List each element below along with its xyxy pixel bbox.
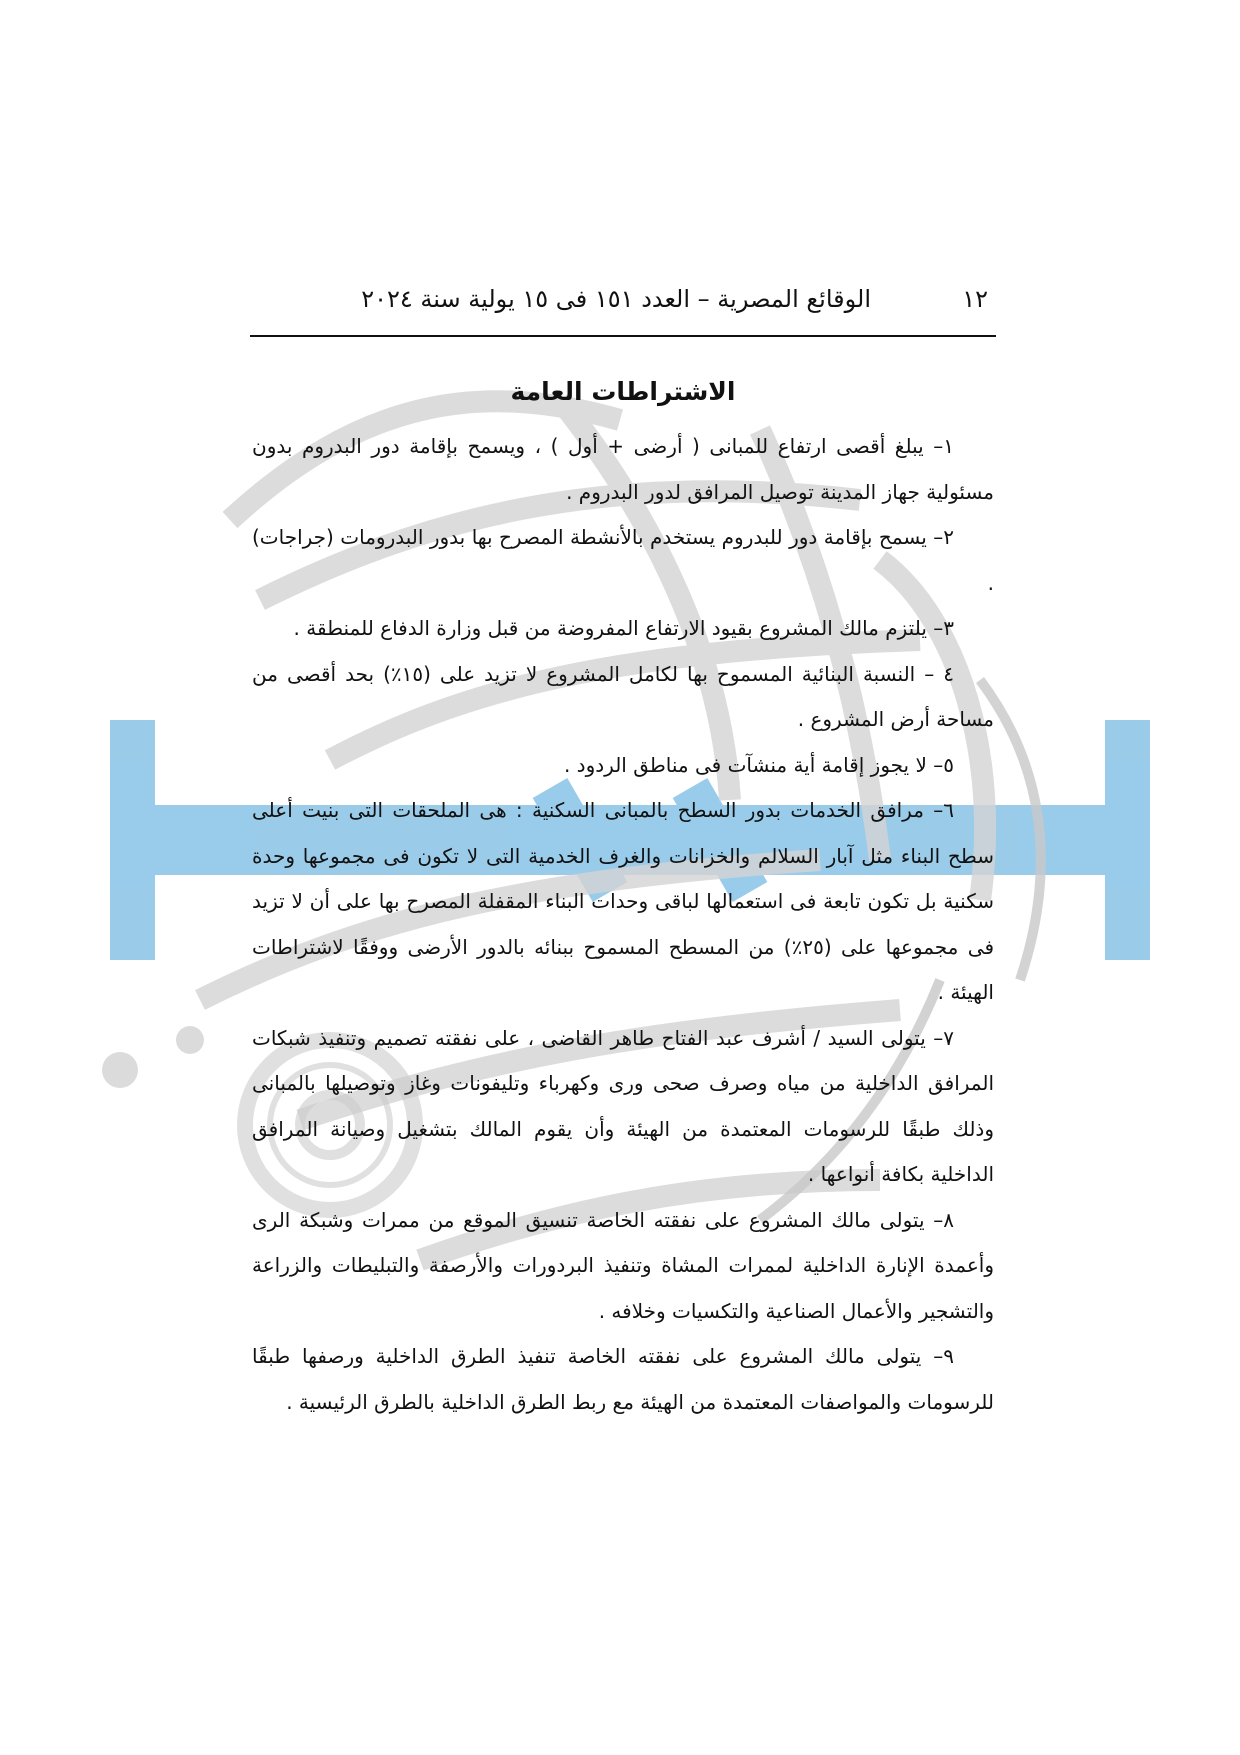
gazette-header-title: الوقائع المصرية – العدد ١٥١ فى ١٥ يولية سنة ٢٠٢٤ (361, 285, 871, 313)
clause-6: ٦– مرافق الخدمات بدور السطح بالمبانى السكنية : هى الملحقات التى بنيت أعلى سطح البناء مثل آبار السلالم والخزانات والغرف الخدمية التى لا تكون فى مجموعها وحدة سكنية بل تكون تابعة فى استعمالها لباقى وحدات البناء المقفلة المصرح بها على أن لا تزيد فى مجموعها على (٢٥٪) من المسطح المسموح ببنائه بالدور الأرضى ووفقًا لاشتراطات الهيئة . (252, 798, 995, 1004)
clause-1: ١– يبلغ أقصى ارتفاع للمبانى ( أرضى + أول ) ، ويسمح بإقامة دور البدروم بدون مسئولية جهاز المدينة توصيل المرافق لدور البدروم . (252, 434, 994, 504)
clause-2: ٢– يسمح بإقامة دور للبدروم يستخدم بالأنشطة المصرح بها بدور البدرومات (جراجات) . (252, 525, 994, 595)
conditions-list (252, 424, 994, 1425)
running-header (250, 285, 996, 323)
page-number: ١٢ (962, 285, 988, 313)
clause-9: ٩– يتولى مالك المشروع على نفقته الخاصة تنفيذ الطرق الداخلية ورصفها طبقًا للرسومات والمواصفات المعتمدة من الهيئة مع ربط الطرق الداخلية بالطرق الرئيسية . (252, 1344, 994, 1414)
clause-5: ٥– لا يجوز إقامة أية منشآت فى مناطق الردود . (563, 752, 954, 777)
clause-8: ٨– يتولى مالك المشروع على نفقته الخاصة تنسيق الموقع من ممرات وشبكة الرى وأعمدة الإنارة الداخلية لممرات المشاة وتنفيذ البردورات والأرصفة والتبليطات والزراعة والتشجير والأعمال الصناعية والتكسيات وخلافه . (252, 1207, 994, 1323)
clause-3: ٣– يلتزم مالك المشروع بقيود الارتفاع المفروضة من قبل وزارة الدفاع للمنطقة . (293, 616, 954, 640)
section-title: الاشتراطات العامة (510, 377, 736, 406)
clause-7: ٧– يتولى السيد / أشرف عبد الفتاح طاهر القاضى ، على نفقته تصميم وتنفيذ شبكات المرافق الداخلية من مياه وصرف صحى ورى وكهرباء وتليفونات وغاز وتوصيلها بالمبانى وذلك طبقًا للرسومات المعتمدة من الهيئة وأن يقوم المالك بتشغيل وصيانة المرافق الداخلية بكافة أنواعها . (252, 1025, 994, 1186)
clause-4: ٤ – النسبة البنائية المسموح بها لكامل المشروع لا تزيد على (١٥٪) بحد أقصى من مساحة أرض المشروع . (252, 661, 994, 731)
header-divider (250, 335, 996, 337)
